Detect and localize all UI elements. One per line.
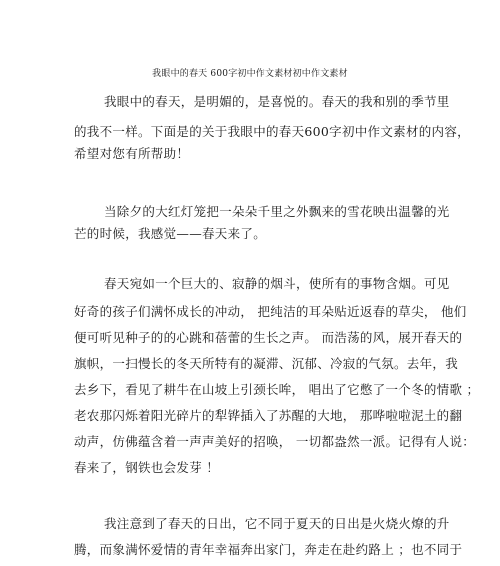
paragraph-line: 腾，而象满怀爱情的青年幸福奔出家门，奔走在赴约路上 ；也不同于 — [74, 542, 463, 557]
paragraph-line: 便可听见种子的的心跳和蓓蕾的生长之声。 而浩荡的风，展开春天的 — [74, 330, 463, 345]
paragraph-line: 当除夕的大红灯笼把一朵朵千里之外飘来的雪花映出温馨的光 — [104, 204, 450, 219]
paragraph-line: 好奇的孩子们满怀成长的冲动， 把纯洁的耳朵贴近返春的草尖， 他们 — [74, 304, 467, 319]
paragraph-line: 我注意到了春天的日出，它不同于夏天的日出是火烧火燎的升 — [104, 516, 450, 531]
paragraph-line: 老农那闪烁着阳光碎片的犁铧插入了苏醒的大地， 那哗啦啦泥土的翻 — [74, 408, 463, 423]
paragraph-line: 旗帜，一扫慢长的冬天所特有的凝滞、沉郁、冷寂的气氛。去年，我 — [74, 356, 459, 371]
paragraph-line: 去乡下，看见了耕牛在山坡上引颈长哞， 唱出了它憋了一个冬的情歌 ； — [74, 382, 480, 397]
paragraph-line: 春天宛如一个巨大的、寂静的烟斗，使所有的事物含烟。可见 — [104, 276, 450, 291]
paragraph-line: 春来了，钢铁也会发芽 ！ — [74, 460, 220, 475]
paragraph-line: 我眼中的春天，是明媚的，是喜悦的。春天的我和别的季节里 — [104, 94, 450, 109]
paragraph-line: 芒的时候，我感觉——春天来了。 — [74, 226, 267, 241]
paragraph-line: 希望对您有所帮助！ — [74, 146, 190, 161]
paragraph-line: 的我不一样。下面是的关于我眼中的春天600字初中作文素材的内容， — [74, 124, 470, 139]
paragraph-line: 动声，仿佛蕴含着一声声美好的招唤， 一切都盎然一派。记得有人说： — [74, 434, 476, 449]
document-title: 我眼中的春天 600字初中作文素材初中作文素材 — [152, 69, 348, 79]
